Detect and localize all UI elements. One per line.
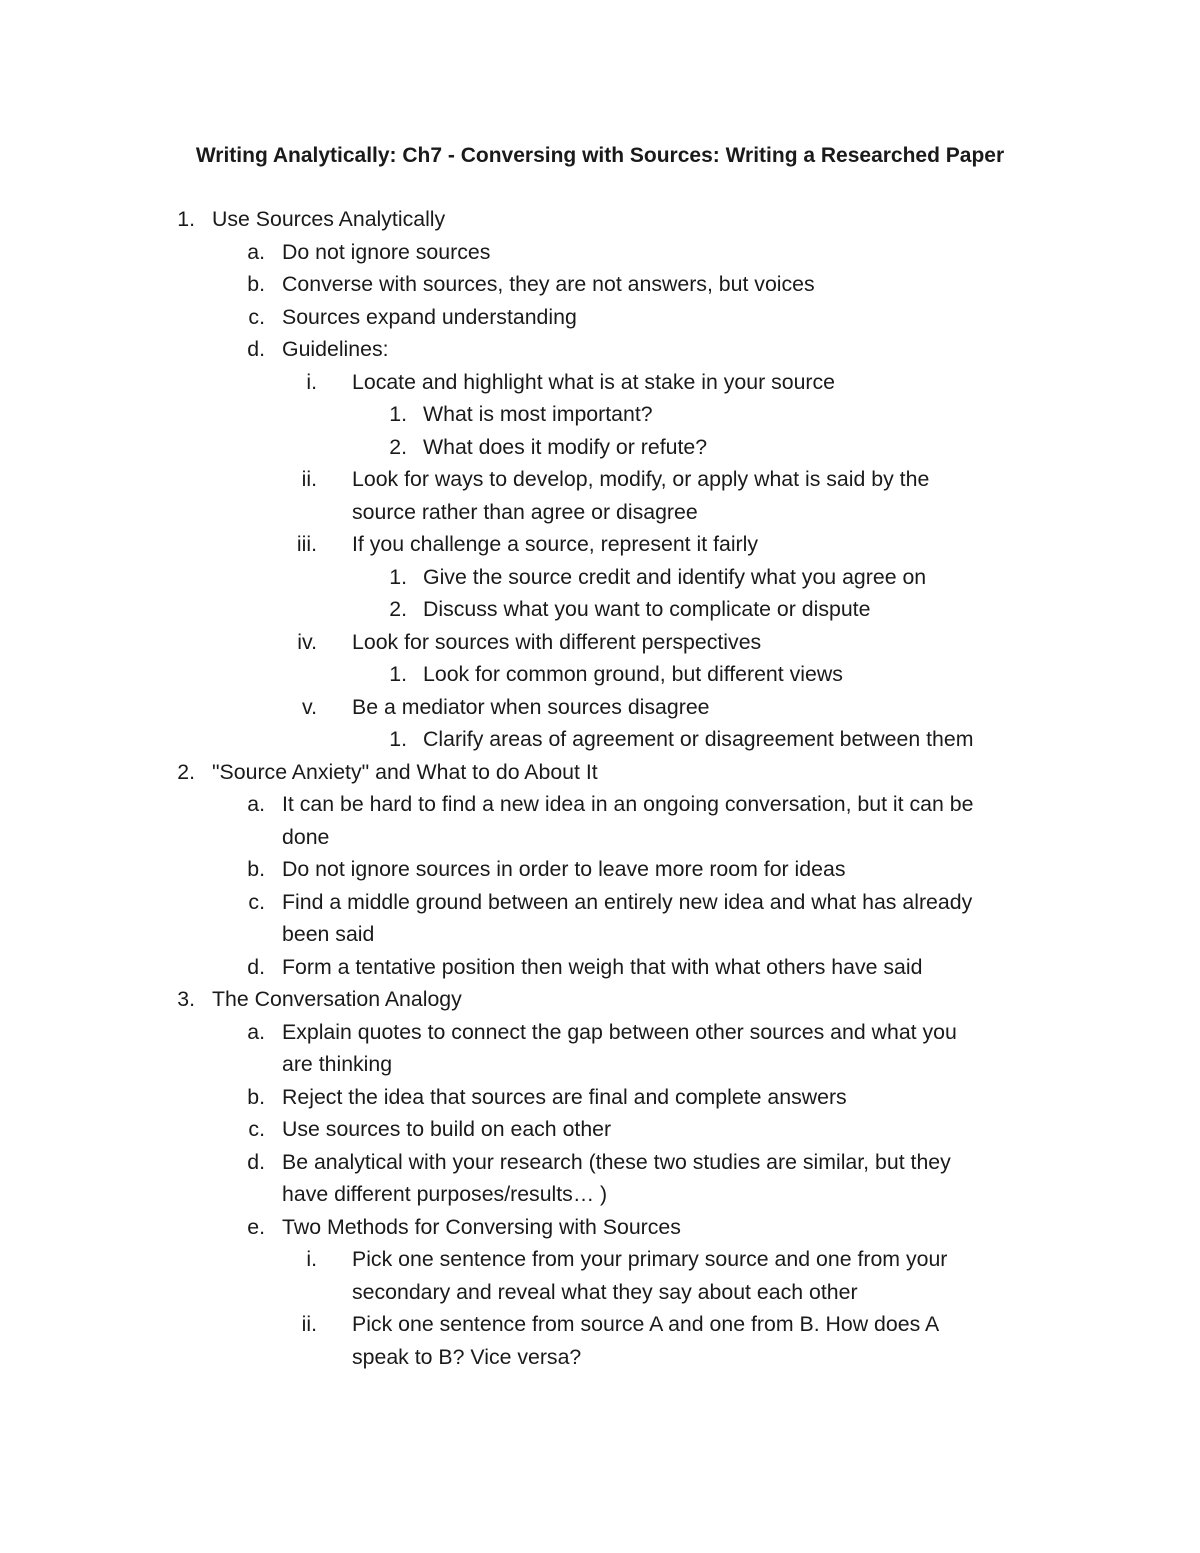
list-item <box>0 853 1200 886</box>
list-item <box>0 886 1200 919</box>
list-item-text: Do not ignore sources <box>282 239 491 264</box>
list-marker: 1. <box>389 727 407 751</box>
list-marker: 1. <box>389 402 407 426</box>
list-item <box>0 951 1200 984</box>
list-item <box>0 301 1200 334</box>
list-item-text: Guidelines: <box>282 337 389 361</box>
list-item <box>0 1016 1200 1049</box>
list-item-text: The Conversation Analogy <box>212 987 462 1011</box>
list-item-text: Find a middle ground between an entirely new idea and what has already <box>282 889 973 914</box>
list-item-text: Two Methods for Conversing with Sources <box>282 1214 681 1239</box>
list-marker: d. <box>247 1149 265 1174</box>
list-item-text: What does it modify or refute? <box>423 434 708 459</box>
list-marker: v. <box>302 694 317 719</box>
list-item <box>0 691 1200 724</box>
list-marker: iv. <box>297 629 317 654</box>
outline-list <box>0 203 1200 1373</box>
list-item-text: done <box>282 824 330 849</box>
list-item-text: If you challenge a source, represent it fairly <box>352 532 759 556</box>
list-item <box>0 1308 1200 1341</box>
list-item-continuation <box>0 1048 1200 1081</box>
list-item-text: Form a tentative position then weigh that with what others have said <box>282 954 923 979</box>
list-item <box>0 1113 1200 1146</box>
list-item-text: Clarify areas of agreement or disagreement between them <box>423 727 974 751</box>
list-marker: c. <box>248 889 265 914</box>
list-item <box>0 593 1200 626</box>
list-item <box>0 398 1200 431</box>
list-item-text: What is most important? <box>423 402 653 426</box>
list-marker: c. <box>248 304 265 329</box>
list-item <box>0 431 1200 464</box>
list-item-text: been said <box>282 922 375 946</box>
list-marker: b. <box>247 1084 265 1109</box>
list-marker: b. <box>247 857 265 881</box>
list-item-text: It can be hard to find a new idea in an ongoing conversation, but it can be <box>282 792 974 816</box>
list-item <box>0 333 1200 366</box>
list-item-text: secondary and reveal what they say about each other <box>352 1279 858 1304</box>
list-marker: ii. <box>301 467 317 491</box>
list-item-continuation <box>0 1178 1200 1211</box>
list-item <box>0 366 1200 399</box>
list-item <box>0 268 1200 301</box>
list-item-continuation <box>0 918 1200 951</box>
list-item <box>0 463 1200 496</box>
list-item-text: Locate and highlight what is at stake in your source <box>352 369 836 394</box>
list-item-text: Do not ignore sources in order to leave more room for ideas <box>282 857 846 881</box>
list-marker: a. <box>247 239 265 264</box>
list-item-text: Converse with sources, they are not answers, but voices <box>282 272 815 296</box>
list-item-text: Look for common ground, but different views <box>423 662 843 686</box>
list-item-text: Use sources to build on each other <box>282 1117 612 1141</box>
list-item-text: Use Sources Analytically <box>212 207 446 231</box>
list-marker: 2. <box>389 597 407 621</box>
list-marker: ii. <box>301 1312 317 1336</box>
list-item <box>0 1146 1200 1179</box>
list-item <box>0 203 1200 236</box>
list-item-continuation <box>0 821 1200 854</box>
list-item-text: Pick one sentence from your primary source and one from your <box>352 1247 948 1271</box>
list-marker: a. <box>247 792 265 816</box>
list-item-text: Be a mediator when sources disagree <box>352 694 710 719</box>
list-marker: c. <box>248 1117 265 1141</box>
list-marker: 2. <box>177 759 195 784</box>
document-title: Writing Analytically: Ch7 - Conversing with Sources: Writing a Researched Paper <box>195 144 1005 167</box>
list-marker: 1. <box>389 564 407 589</box>
list-item <box>0 1211 1200 1244</box>
list-item <box>0 236 1200 269</box>
list-item-text: have different purposes/results… ) <box>282 1182 608 1206</box>
list-item <box>0 1081 1200 1114</box>
list-item-continuation <box>0 1276 1200 1309</box>
list-item-text: Give the source credit and identify what you agree on <box>423 564 927 589</box>
list-item-text: Look for sources with different perspectives <box>352 629 762 654</box>
list-item-text: Reject the idea that sources are final and complete answers <box>282 1084 847 1109</box>
list-item <box>0 723 1200 756</box>
list-marker: e. <box>247 1214 265 1239</box>
list-marker: i. <box>306 369 317 394</box>
list-item-text: Be analytical with your research (these two studies are similar, but they <box>282 1149 951 1174</box>
list-item <box>0 788 1200 821</box>
list-marker: 1. <box>389 662 407 686</box>
list-item-text: Pick one sentence from source A and one from B. How does A <box>352 1312 940 1336</box>
list-marker: b. <box>247 272 265 296</box>
list-item <box>0 626 1200 659</box>
list-marker: 2. <box>389 434 407 459</box>
list-item-text: speak to B? Vice versa? <box>352 1344 582 1369</box>
list-item-continuation <box>0 496 1200 529</box>
list-item-text: source rather than agree or disagree <box>352 499 698 524</box>
list-item-text: Look for ways to develop, modify, or apply what is said by the <box>352 467 930 491</box>
list-marker: d. <box>247 954 265 979</box>
list-item <box>0 658 1200 691</box>
list-item-continuation <box>0 1341 1200 1374</box>
list-item-text: Discuss what you want to complicate or dispute <box>423 597 871 621</box>
list-item <box>0 561 1200 594</box>
list-item-text: Sources expand understanding <box>282 304 577 329</box>
list-item-text: Explain quotes to connect the gap between other sources and what you <box>282 1019 957 1044</box>
list-item <box>0 528 1200 561</box>
list-marker: d. <box>247 337 265 361</box>
list-marker: 1. <box>177 207 195 231</box>
list-marker: 3. <box>177 987 195 1011</box>
list-marker: iii. <box>296 532 317 556</box>
list-item <box>0 1243 1200 1276</box>
list-marker: i. <box>306 1247 317 1271</box>
list-marker: a. <box>247 1019 265 1044</box>
list-item-text: are thinking <box>282 1052 393 1076</box>
list-item-text: "Source Anxiety" and What to do About It <box>212 759 598 784</box>
list-item <box>0 983 1200 1016</box>
list-item <box>0 756 1200 789</box>
